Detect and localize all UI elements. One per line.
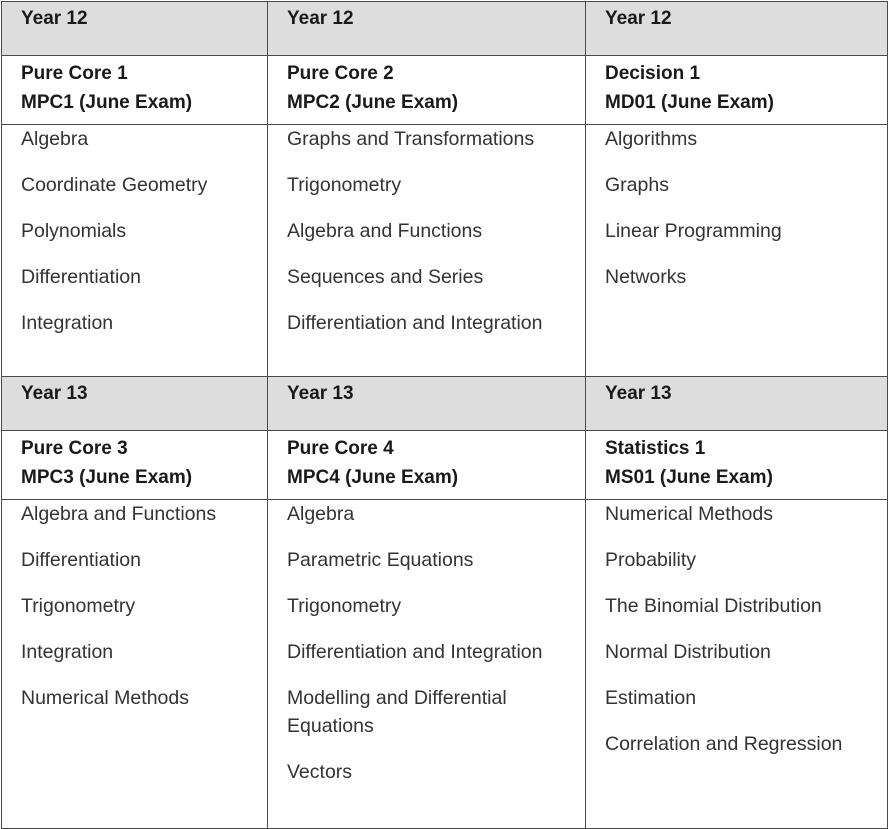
module-name: Pure Core 2 [287,63,394,84]
topic-item: Parametric Equations [287,549,474,571]
topic-item: Graphs [605,174,669,196]
topic-item: Algebra and Functions [287,220,483,242]
topic-item: Linear Programming [605,220,782,242]
topic-item: Differentiation [21,549,141,571]
topic-item: Algebra and Functions [21,503,217,525]
topic-item: Numerical Methods [21,687,189,709]
module-name: Statistics 1 [605,438,706,459]
topics-cell [586,500,888,829]
year-label: Year 13 [287,383,354,404]
topic-item: Numerical Methods [605,503,773,525]
topic-item: Probability [605,549,697,571]
year-label: Year 13 [605,383,672,404]
topic-item: Trigonometry [21,595,136,617]
topic-item: Estimation [605,687,697,709]
module-name: Decision 1 [605,63,701,84]
year-label: Year 12 [605,8,672,29]
topic-item: Differentiation and Integration [287,312,543,334]
module-name: Pure Core 3 [21,438,128,459]
topic-item: Trigonometry [287,174,402,196]
module-cell [268,431,586,500]
year-label: Year 12 [21,8,88,29]
topics-cell [2,500,268,829]
year-cell [586,2,888,56]
module-row [2,431,888,500]
year-cell [586,377,888,431]
year-cell [268,2,586,56]
module-row [2,56,888,125]
year-row [2,2,888,56]
topic-item: Graphs and Transformations [287,128,535,150]
topics-cell [586,125,888,377]
module-cell [586,431,888,500]
module-name: Pure Core 4 [287,438,394,459]
topics-row [2,500,888,829]
topic-item: The Binomial Distribution [605,595,822,617]
topic-item: Differentiation and Integration [287,641,543,663]
topic-item: Algebra [287,503,355,525]
topic-item: Coordinate Geometry [21,174,208,196]
module-cell [586,56,888,125]
module-code: MPC4 (June Exam) [287,467,459,488]
module-code: MD01 (June Exam) [605,92,774,113]
year-cell [268,377,586,431]
year-label: Year 13 [21,383,88,404]
topic-item: Algebra [21,128,89,150]
topics-cell [268,500,586,829]
topic-item: Modelling and Differential Equations [287,687,507,737]
topics-cell [268,125,586,377]
module-cell [2,56,268,125]
topic-item: Differentiation [21,266,141,288]
topic-item: Algorithms [605,128,698,150]
topic-item: Polynomials [21,220,127,242]
topic-item: Normal Distribution [605,641,771,663]
module-cell [2,431,268,500]
year-label: Year 12 [287,8,354,29]
course-table [1,1,888,829]
topics-row [2,125,888,377]
year-cell [2,2,268,56]
year-row [2,377,888,431]
module-code: MPC2 (June Exam) [287,92,459,113]
module-code: MPC3 (June Exam) [21,467,193,488]
module-name: Pure Core 1 [21,63,128,84]
topic-item: Sequences and Series [287,266,484,288]
topic-item: Networks [605,266,687,288]
module-cell [268,56,586,125]
topic-item: Correlation and Regression [605,733,843,755]
topic-item: Integration [21,641,114,663]
topics-cell [2,125,268,377]
module-code: MPC1 (June Exam) [21,92,193,113]
topic-item: Vectors [287,761,353,783]
module-code: MS01 (June Exam) [605,467,773,488]
topic-item: Trigonometry [287,595,402,617]
topic-item: Integration [21,312,114,334]
year-cell [2,377,268,431]
